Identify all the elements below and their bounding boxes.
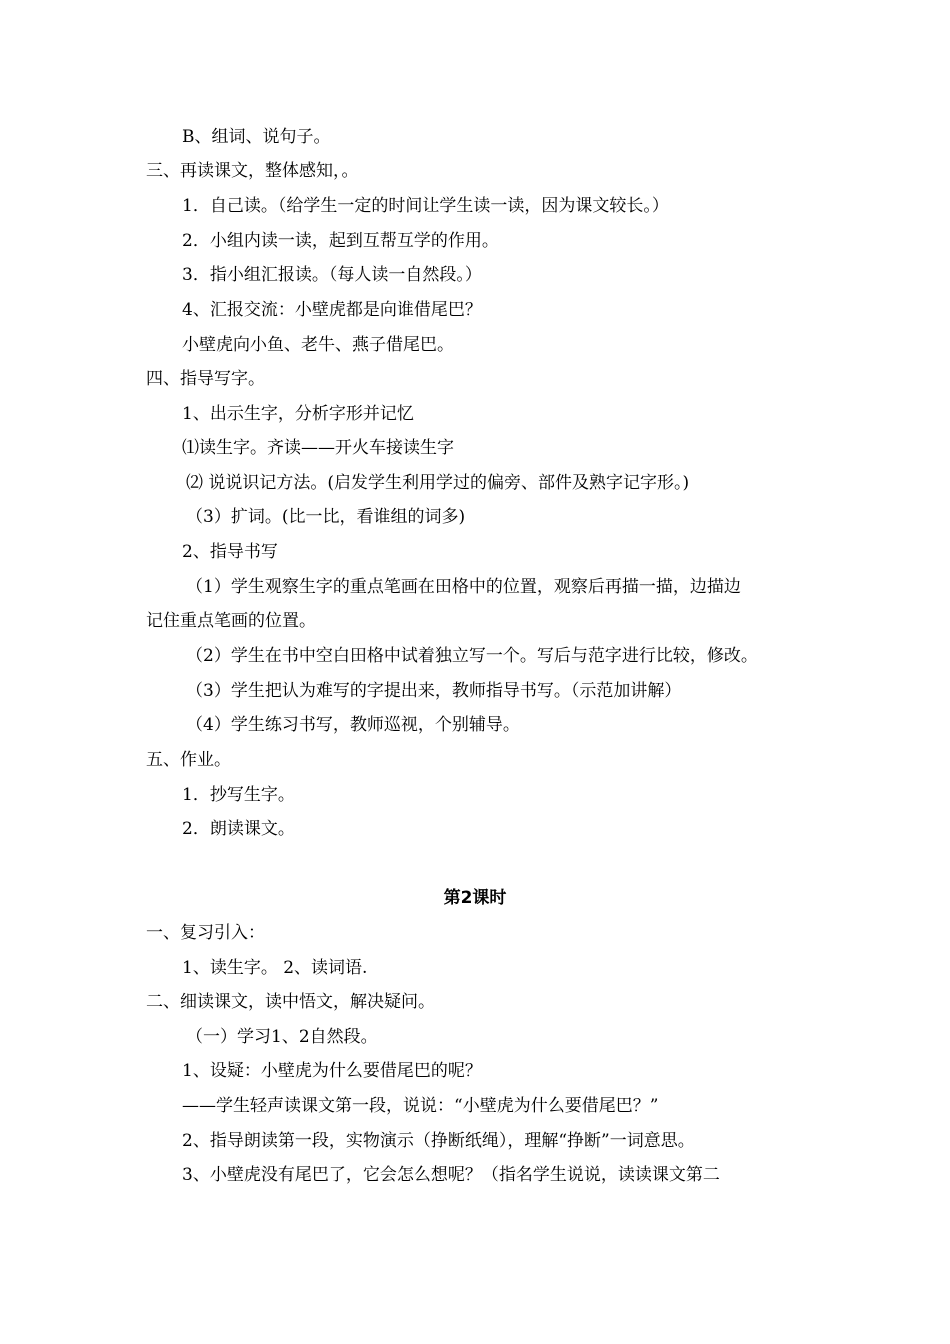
text-line: （一）学习1、2自然段。	[186, 1027, 378, 1047]
text-line: 3．指小组汇报读。（每人读一自然段。）	[182, 265, 482, 285]
section-heading: 三、再读课文，整体感知，。	[146, 161, 359, 181]
text-line: 1、设疑：小壁虎为什么要借尾巴的呢？	[182, 1061, 482, 1081]
text-line: （3）学生把认为难写的字提出来，教师指导书写。（示范加讲解）	[186, 681, 682, 701]
text-line: （2）学生在书中空白田格中试着独立写一个。写后与范字进行比较，修改。	[186, 646, 758, 666]
text-line: 小壁虎向小鱼、老牛、燕子借尾巴。	[182, 335, 454, 355]
text-line: 1、读生字。 2、读词语.	[182, 958, 368, 978]
section-heading: 二、细读课文，读中悟文，解决疑问。	[146, 992, 435, 1012]
text-line: 1、出示生字，分析字形并记忆	[182, 404, 414, 424]
text-line: （3）扩词。(比一比，看谁组的词多)	[186, 507, 466, 527]
section-heading: 四、指导写字。	[146, 369, 265, 389]
text-line: ⑵ 说说识记方法。(启发学生利用学过的偏旁、部件及熟字记字形。)	[186, 473, 690, 493]
text-line: 2、指导书写	[182, 542, 278, 562]
text-line: 1．抄写生字。	[182, 785, 295, 805]
text-line: ——学生轻声读课文第一段，说说：“小壁虎为什么要借尾巴？”	[182, 1096, 659, 1116]
text-line: 4、汇报交流：小壁虎都是向谁借尾巴？	[182, 300, 482, 320]
text-line: ⑴读生字。齐读——开火车接读生字	[182, 438, 454, 458]
text-line: 2．小组内读一读，起到互帮互学的作用。	[182, 231, 499, 251]
section-heading: 一、复习引入：	[146, 923, 265, 943]
text-line: （4）学生练习书写，教师巡视，个别辅导。	[186, 715, 520, 735]
lesson-title: 第2课时	[443, 888, 507, 908]
section-heading: 五、作业。	[146, 750, 231, 770]
text-line: B、组词、说句子。	[182, 127, 331, 147]
text-line: 3、小壁虎没有尾巴了，它会怎么想呢？（指名学生说说，读读课文第二	[182, 1165, 720, 1185]
text-line: 2．朗读课文。	[182, 819, 295, 839]
text-line: 2、指导朗读第一段，实物演示（挣断纸绳），理解“挣断”一词意思。	[182, 1131, 695, 1151]
text-line: 记住重点笔画的位置。	[146, 611, 316, 631]
text-line: （1）学生观察生字的重点笔画在田格中的位置，观察后再描一描，边描边	[186, 577, 741, 597]
text-line: 1．自己读。（给学生一定的时间让学生读一读，因为课文较长。）	[182, 196, 669, 216]
